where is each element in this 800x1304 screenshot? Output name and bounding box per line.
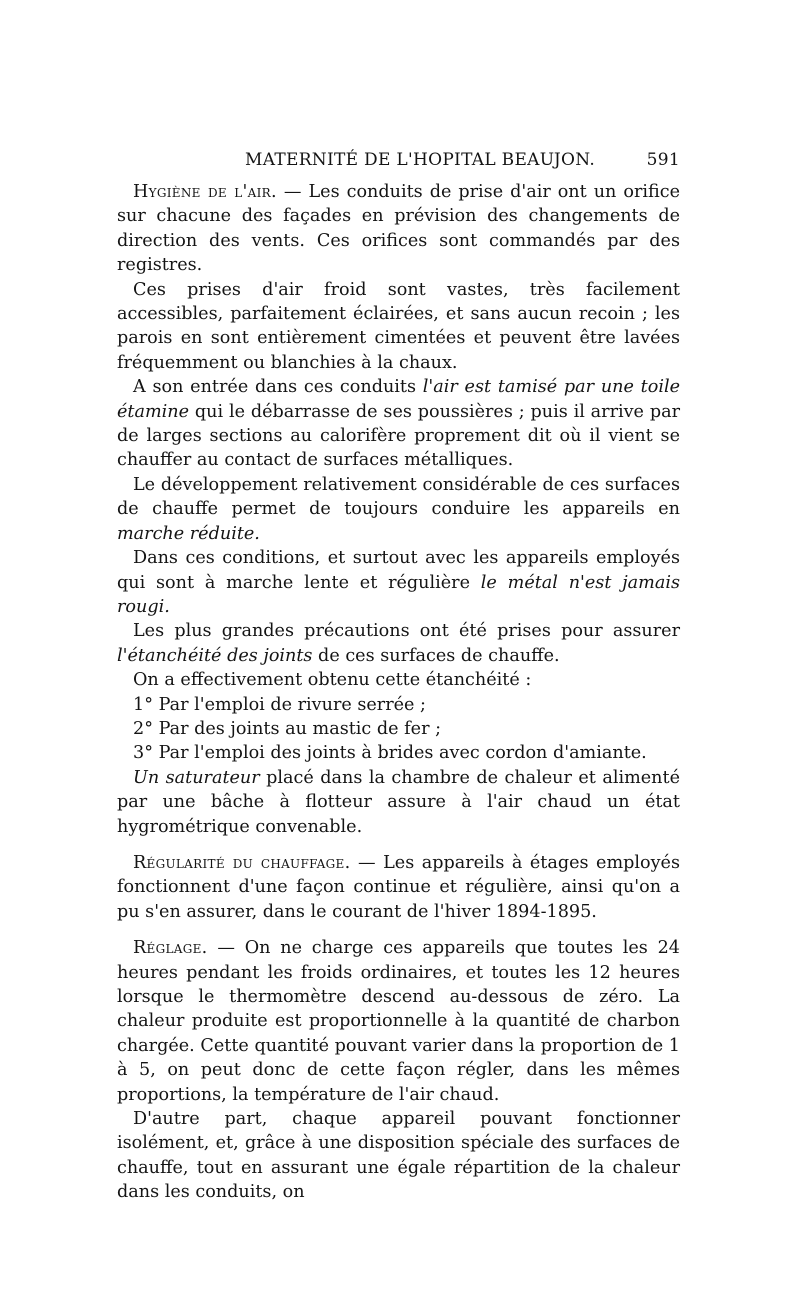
paragraph-precautions xyxy=(117,619,680,668)
list-item xyxy=(117,717,680,741)
emphasis-text: Un saturateur xyxy=(133,767,260,788)
paragraph-text: Ces prises d'air froid sont vastes, très facilement accessibles, parfaitement éclairées, et sans aucun recoin ; les parois en sont entièrement cimentées et peuvent être lavées fréquemment ou blanchies à la chaux. xyxy=(117,279,680,373)
section-heading-regularite: Régularité du chauffage. xyxy=(133,852,351,873)
body-text xyxy=(117,180,680,1205)
paragraph-hygiene-air xyxy=(117,180,680,278)
list-item-text: 2° Par des joints au mastic de fer ; xyxy=(133,718,441,739)
paragraph-text: A son entrée dans ces conduits xyxy=(133,377,423,398)
paragraph-developpement xyxy=(117,473,680,546)
section-heading-reglage: Réglage. xyxy=(133,938,208,959)
paragraph-text: — On ne charge ces appareils que toutes les 24 heures pendant les froids ordinaires, et toutes les 12 heures lorsque le thermomètre descend au-dessous de zéro. La chaleur produite est proportionnelle à la quantité de charbon chargée. Cette quantité pouvant varier dans la proportion de 1 à 5, on peut donc de cette façon régler, dans les mêmes proportions, la température de l'air chaud. xyxy=(117,938,680,1105)
paragraph-text: placé dans la chambre de chaleur et alimenté par une bâche à flotteur assure à l'air chaud un état hygrométrique convenable. xyxy=(117,767,680,837)
paragraph-regularite xyxy=(117,851,680,924)
paragraph-prises-air xyxy=(117,278,680,376)
paragraph-saturateur xyxy=(117,766,680,839)
paragraph-text: Dans ces conditions, et surtout avec les appareils employés qui sont à marche lente et régulière xyxy=(117,548,680,593)
list-item xyxy=(117,693,680,717)
emphasis-text: l'air est tamisé par une toile étamine xyxy=(117,377,680,422)
emphasis-text: le métal n'est jamais rougi. xyxy=(117,572,680,617)
paragraph-text: Les plus grandes précautions ont été prises pour assurer xyxy=(133,621,680,642)
running-head-title: MATERNITÉ DE L'HOPITAL BEAUJON. xyxy=(245,150,596,170)
paragraph-text: Le développement relativement considérable de ces surfaces de chauffe permet de toujours conduire les appareils en xyxy=(117,474,680,520)
paragraph-text: — Les conduits de prise d'air ont un orifice sur chacune des façades en prévision des changements de direction des vents. Ces orifices sont commandés par des registres. xyxy=(117,182,680,276)
emphasis-text: l'étanchéité des joints xyxy=(117,645,313,666)
paragraph-text: On a effectivement obtenu cette étanchéité : xyxy=(133,670,532,691)
paragraph-text: — Les appareils à étages employés fonctionnent d'une façon continue et régulière, ainsi qu'on a pu s'en assurer, dans le courant de l'hiver 1894-1895. xyxy=(117,852,680,922)
list-item-text: 3° Par l'emploi des joints à brides avec cordon d'amiante. xyxy=(133,743,647,764)
section-heading-hygiene-air: Hygiène de l'air. xyxy=(133,182,277,202)
list-item-text: 1° Par l'emploi de rivure serrée ; xyxy=(133,694,426,715)
paragraph-conditions xyxy=(117,546,680,619)
book-page xyxy=(117,150,680,1205)
paragraph-reglage xyxy=(117,936,680,1107)
paragraph-text: de ces surfaces de chauffe. xyxy=(312,645,560,666)
paragraph-entree-conduits xyxy=(117,375,680,473)
paragraph-text: D'autre part, chaque appareil pouvant fonctionner isolément, et, grâce à une disposition spéciale des surfaces de chauffe, tout en assurant une égale répartition de la chaleur dans les conduits, on xyxy=(117,1109,680,1203)
list-item xyxy=(117,741,680,765)
paragraph-autre-part xyxy=(117,1107,680,1205)
emphasis-text: marche réduite. xyxy=(117,523,260,544)
running-head xyxy=(117,150,680,176)
page-number: 591 xyxy=(646,150,680,170)
paragraph-text: qui le débarrasse de ses poussières ; puis il arrive par de larges sections au calorifère proprement dit où il vient se chauffer au contact de surfaces métalliques. xyxy=(117,401,680,471)
paragraph-etancheite xyxy=(117,668,680,692)
